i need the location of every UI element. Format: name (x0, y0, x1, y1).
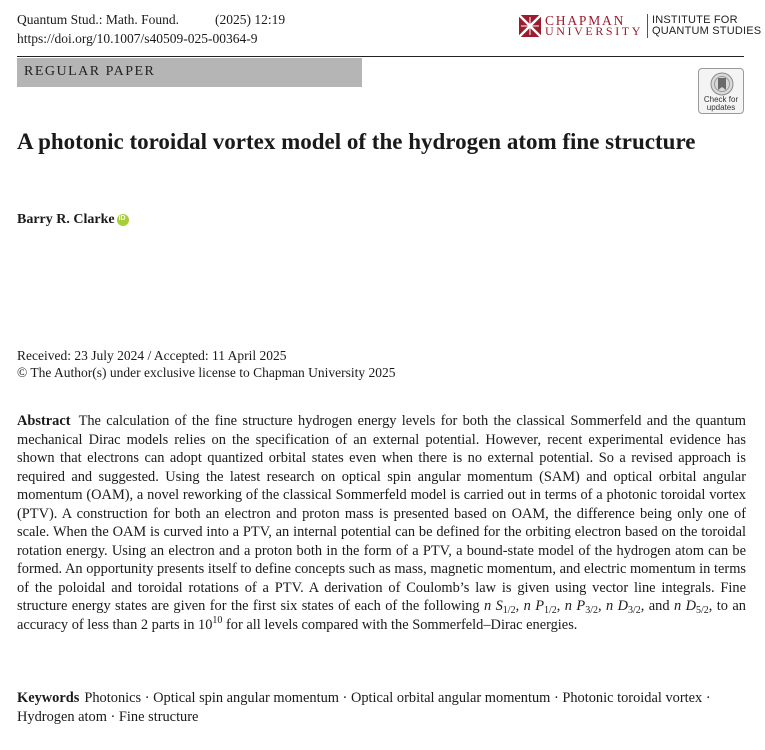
orcid-icon[interactable] (117, 214, 129, 226)
abstract-exponent: 10 (212, 614, 223, 626)
header-rule (17, 56, 744, 57)
abstract-end-text: for all levels compared with the Sommerfeld–Dirac energies. (222, 616, 578, 633)
copyright-line: © The Author(s) under exclusive license to Chapman University 2025 (17, 365, 396, 380)
abstract-accuracy-text: , to an accuracy of less than 2 parts in 10 (17, 598, 746, 633)
publisher-logo (519, 14, 761, 38)
institute-name: INSTITUTE FOR QUANTUM STUDIES (652, 13, 762, 37)
abstract-text: The calculation of the fine structure hydrogen energy levels for both the classical Sommerfeld and the quantum mechanical Dirac models relies on the specification of an external potential. However, recent experimental evidence has shown that electrons can adopt quantized orbital states even when there is no external potential. So a revised approach is required and suggested. Using the latest research on optical spin angular momentum (SAM) and optical orbital angular momentum (OAM), a novel reworking of the classical Sommerfeld model is carried out in terms of a photonic toroidal vortex (PTV). A construction for both an electron and proton mass is presented based on OAM, the difference being only one of scale. When the OAM is curved into a PTV, an internal potential can be defined for the orbiting electron based on the toroidal rotation energy. Using an electron and a proton both in the form of a PTV, a bound-state model of the hydrogen atom can be formed. An opportunity presents itself to define concepts such as mass, magnetic momentum, and electric momentum in terms of the poloidal and toroidal rotations of a PTV. A derivation of Coulomb’s law is given using vector line integrals. Fine structure energy states are given for the first six states of each of the following (17, 413, 746, 614)
chapman-emblem-icon (519, 15, 541, 37)
keywords-text: Photonics · Optical spin angular momentum · Optical orbital angular momentum · Photonic toroidal vortex · Hydrogen atom · Fine structure (17, 690, 711, 725)
journal-year-volume: (2025) 12:19 (215, 12, 286, 27)
abstract: Abstract The calculation of the fine structure hydrogen energy levels for both the classical Sommerfeld and the quantum mechanical Dirac models relies on the specification of an external potential. However, recent experimental evidence has shown that electrons can adopt quantized orbital states even when there is no external potential. So a revised approach is required and suggested. Using the latest research on optical spin angular momentum (SAM) and optical orbital angular momentum (OAM), a novel reworking of the classical Sommerfeld model is carried out in terms of a photonic toroidal vortex (PTV). A construction for both an electron and proton mass is presented based on OAM, the difference being only one of scale. When the OAM is curved into a PTV, an internal potential can be defined for the orbiting electron based on the toroidal rotation energy. Using an electron and a proton both in the form of a PTV, a bound-state model of the hydrogen atom can be formed. An opportunity presents itself to define concepts such as mass, magnetic momentum, and electric momentum in terms of the poloidal and toroidal rotations of a PTV. A derivation of Coulomb’s law is given using vector line integrals. Fine structure energy states are given for the first six states of each of the following n $S_{1/2}$, n $P_{1/2}$, n $P_{3/2}$, n $D_{3/2}$, and n $D_{5/2}$, to an accuracy of less than 2 parts in $10^{10}$ for all levels compared with the Sommerfeld–Dirac energies. (17, 413, 746, 633)
journal-header (17, 10, 285, 48)
journal-name: Quantum Stud.: Math. Found. (17, 12, 180, 27)
article-type-label: REGULAR PAPER (24, 64, 156, 79)
quantum-state-2: n $P_{1/2}$ (523, 598, 557, 616)
bookmark-refresh-icon (710, 72, 734, 96)
chapman-wordmark: CHAPMAN UNIVERSITY (545, 13, 643, 38)
quantum-state-5: n $D_{5/2}$ (673, 598, 709, 616)
author-name[interactable]: Barry R. Clarke (17, 212, 115, 227)
quantum-state-3: n $P_{3/2}$ (564, 598, 598, 616)
check-for-updates-button[interactable]: Check for updates (698, 68, 744, 114)
keywords (17, 689, 746, 727)
quantum-state-1: n $S_{1/2}$ (483, 598, 516, 616)
article-type-banner (17, 58, 362, 87)
abstract-label: Abstract (17, 413, 71, 429)
quantum-state-4: n $D_{3/2}$ (606, 598, 641, 616)
author-line (17, 212, 129, 228)
received-accepted-dates: Received: 23 July 2024 / Accepted: 11 April 2025 (17, 348, 287, 363)
logo-divider (647, 14, 648, 38)
doi-link[interactable]: https://doi.org/10.1007/s40509-025-00364-9 (17, 31, 258, 46)
article-title: A photonic toroidal vortex model of the hydrogen atom fine structure (17, 129, 696, 154)
publication-history (17, 347, 396, 381)
keywords-label: Keywords (17, 690, 80, 706)
